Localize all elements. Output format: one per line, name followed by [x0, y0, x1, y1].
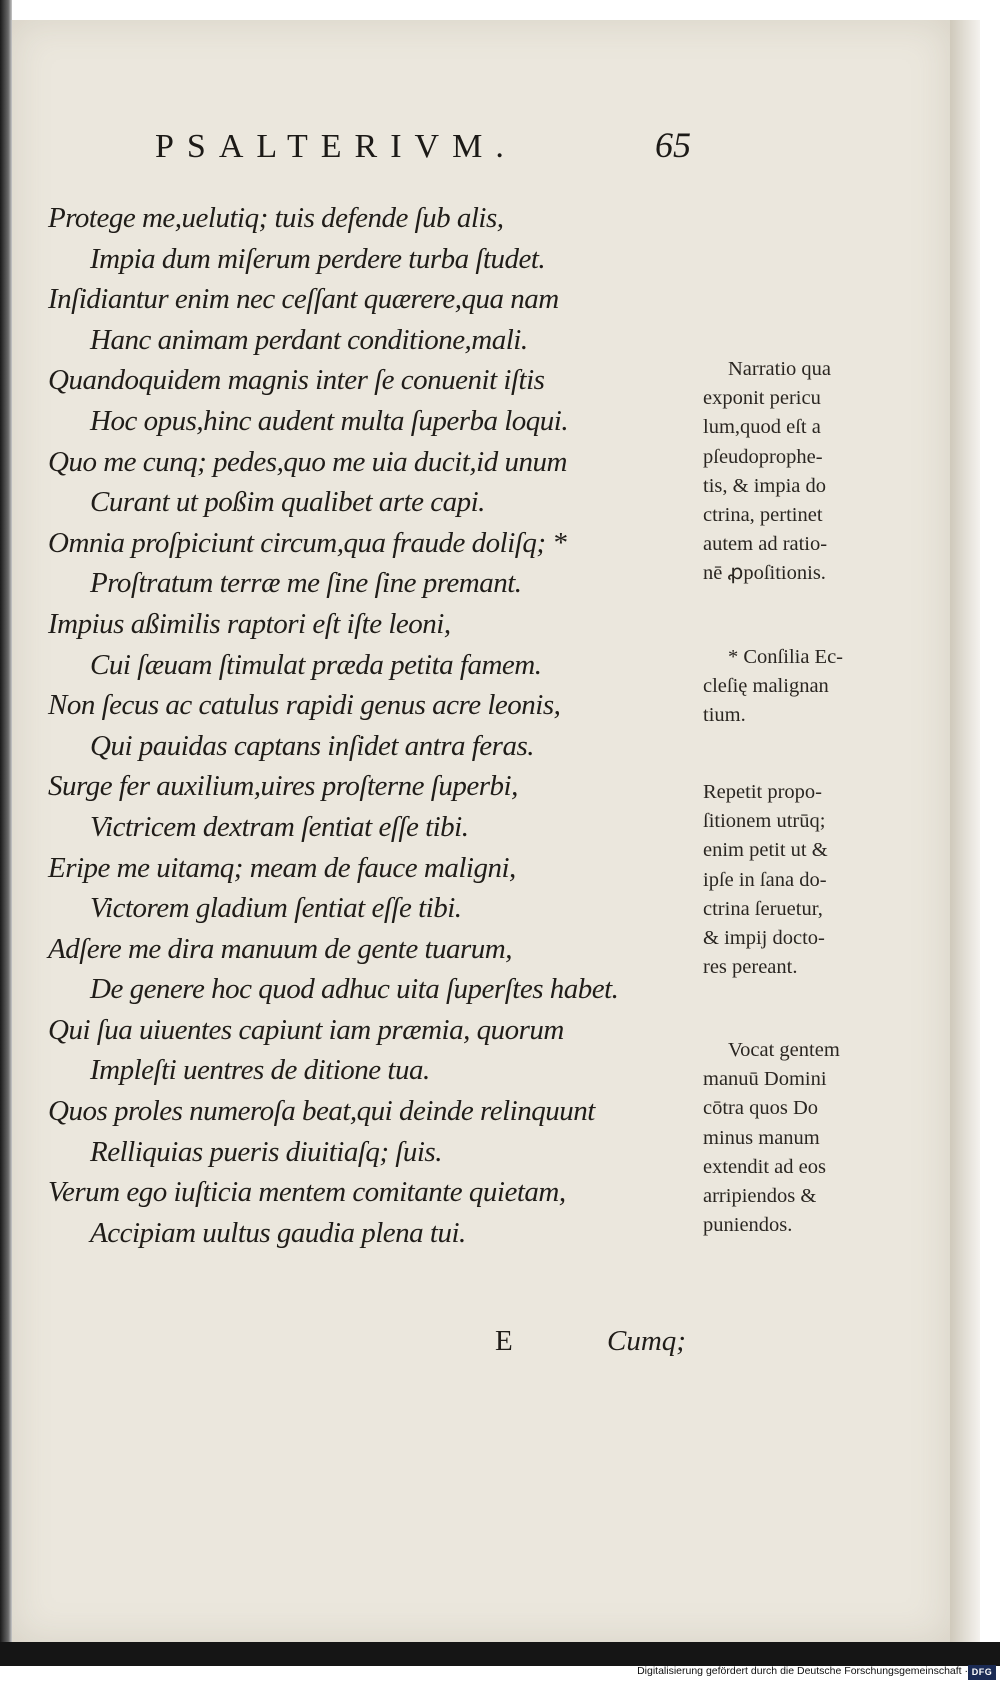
verse-line: Eripe me uitamq; meam de fauce maligni,: [48, 851, 516, 884]
signature-mark: E: [495, 1325, 513, 1357]
margin-note-line: Repetit propo-: [703, 781, 822, 803]
verse-line: Hoc opus,hinc audent multa ſuperba loqui.: [90, 404, 569, 437]
verse-line: Cui ſæuam ſtimulat præda petita famem.: [90, 648, 542, 681]
margin-note-line: Vocat gentem: [728, 1039, 840, 1061]
margin-note-line: tis, & impia do: [703, 474, 826, 497]
scan-bottom-band: [0, 1642, 1000, 1666]
verse-line: Impleſti uentres de ditione tua.: [90, 1054, 430, 1087]
margin-note-line: ctrina ſeruetur,: [703, 897, 823, 920]
verse-line: Quandoquidem magnis inter ſe conuenit iſtis: [48, 364, 545, 397]
margin-note-line: arripiendos &: [703, 1184, 817, 1207]
margin-note-line: enim petit ut &: [703, 839, 828, 862]
page-right-edge: [950, 20, 980, 1642]
dfg-logo: DFG: [968, 1665, 996, 1680]
margin-note-line: tium.: [703, 704, 746, 727]
margin-note-line: lum,quod eſt a: [703, 416, 821, 439]
verse-line: De genere hoc quod adhuc uita ſuperſtes habet.: [90, 973, 619, 1006]
verse-line: Protege me,uelutiq; tuis defende ſub alis,: [48, 202, 504, 234]
page-edge-shadow: [0, 0, 12, 1660]
page-footer-line: [495, 1325, 695, 1369]
verse-line: Qui pauidas captans inſidet antra feras.: [90, 729, 534, 762]
verse-line: Relliquias pueris diuitiaſq; ſuis.: [90, 1135, 442, 1168]
margin-note-line: * Conſilia Ec-: [728, 646, 844, 668]
running-head: [155, 120, 715, 180]
margin-note-line: Narratio qua: [728, 358, 832, 380]
margin-note-line: extendit ad eos: [703, 1155, 826, 1178]
verse-line: Omnia proſpiciunt circum,qua fraude doliſq; *: [48, 526, 567, 559]
margin-note-line: & impij docto-: [703, 926, 825, 949]
verse-block: [48, 198, 688, 1253]
verse-line: Qui ſua uiuentes capiunt iam præmia, quorum: [48, 1013, 564, 1046]
verse-line: Proſtratum terræ me ſine ſine premant.: [90, 567, 522, 600]
margin-note-line: manuū Domini: [703, 1068, 827, 1091]
verse-line: Hanc animam perdant conditione,mali.: [90, 323, 528, 356]
margin-note-line: exponit pericu: [703, 387, 821, 410]
margin-note: [703, 355, 898, 589]
margin-note-line: ſitionem utrūq;: [703, 810, 826, 833]
verse-line: Victricem dextram ſentiat eſſe tibi.: [90, 810, 469, 843]
verse-line: Accipiam uultus gaudia plena tui.: [90, 1216, 466, 1249]
margin-note: [703, 643, 898, 731]
margin-note-line: puniendos.: [703, 1214, 793, 1237]
running-title: PSALTERIVM.: [155, 128, 517, 165]
margin-note-line: minus manum: [703, 1126, 820, 1149]
margin-note: [703, 778, 898, 982]
verse-line: Non ſecus ac catulus rapidi genus acre leonis,: [48, 689, 561, 722]
margin-note-line: cōtra quos Do: [703, 1097, 819, 1120]
digitization-credit: Digitalisierung gefördert durch die Deutsche Forschungsgemeinschaft ·: [637, 1665, 968, 1677]
verse-line: Surge fer auxilium,uires proſterne ſuperbi,: [48, 770, 518, 803]
margin-note-line: cleſię malignan: [703, 675, 829, 698]
margin-note-line: pſeudoprophe-: [703, 445, 823, 468]
page-number: 65: [655, 125, 691, 165]
verse-line: Impius aßimilis raptori eſt iſte leoni,: [48, 607, 451, 640]
verse-line: Quo me cunq; pedes,quo me uia ducit,id unum: [48, 445, 567, 478]
verse-line: Verum ego iuſticia mentem comitante quietam,: [48, 1176, 566, 1209]
verse-line: Curant ut poßim qualibet arte capi.: [90, 486, 485, 519]
verse-line: Impia dum miſerum perdere turba ſtudet.: [90, 242, 546, 275]
verse-line: Victorem gladium ſentiat eſſe tibi.: [90, 892, 462, 925]
verse-line: Quos proles numeroſa beat,qui deinde relinquunt: [48, 1095, 595, 1128]
margin-note: [703, 1036, 898, 1240]
margin-note-line: res pereant.: [703, 956, 798, 979]
catchword: Cumq;: [607, 1325, 686, 1357]
margin-note-line: ctrina, pertinet: [703, 503, 823, 526]
verse-line: Adſere me dira manuum de gente tuarum,: [48, 932, 512, 965]
margin-note-line: autem ad ratio-: [703, 533, 828, 556]
margin-note-line: ipſe in ſana do-: [703, 868, 827, 891]
verse-line: Inſidiantur enim nec ceſſant quærere,qua nam: [48, 283, 559, 316]
margin-note-line: nē ꝓpoſitionis.: [703, 562, 826, 585]
